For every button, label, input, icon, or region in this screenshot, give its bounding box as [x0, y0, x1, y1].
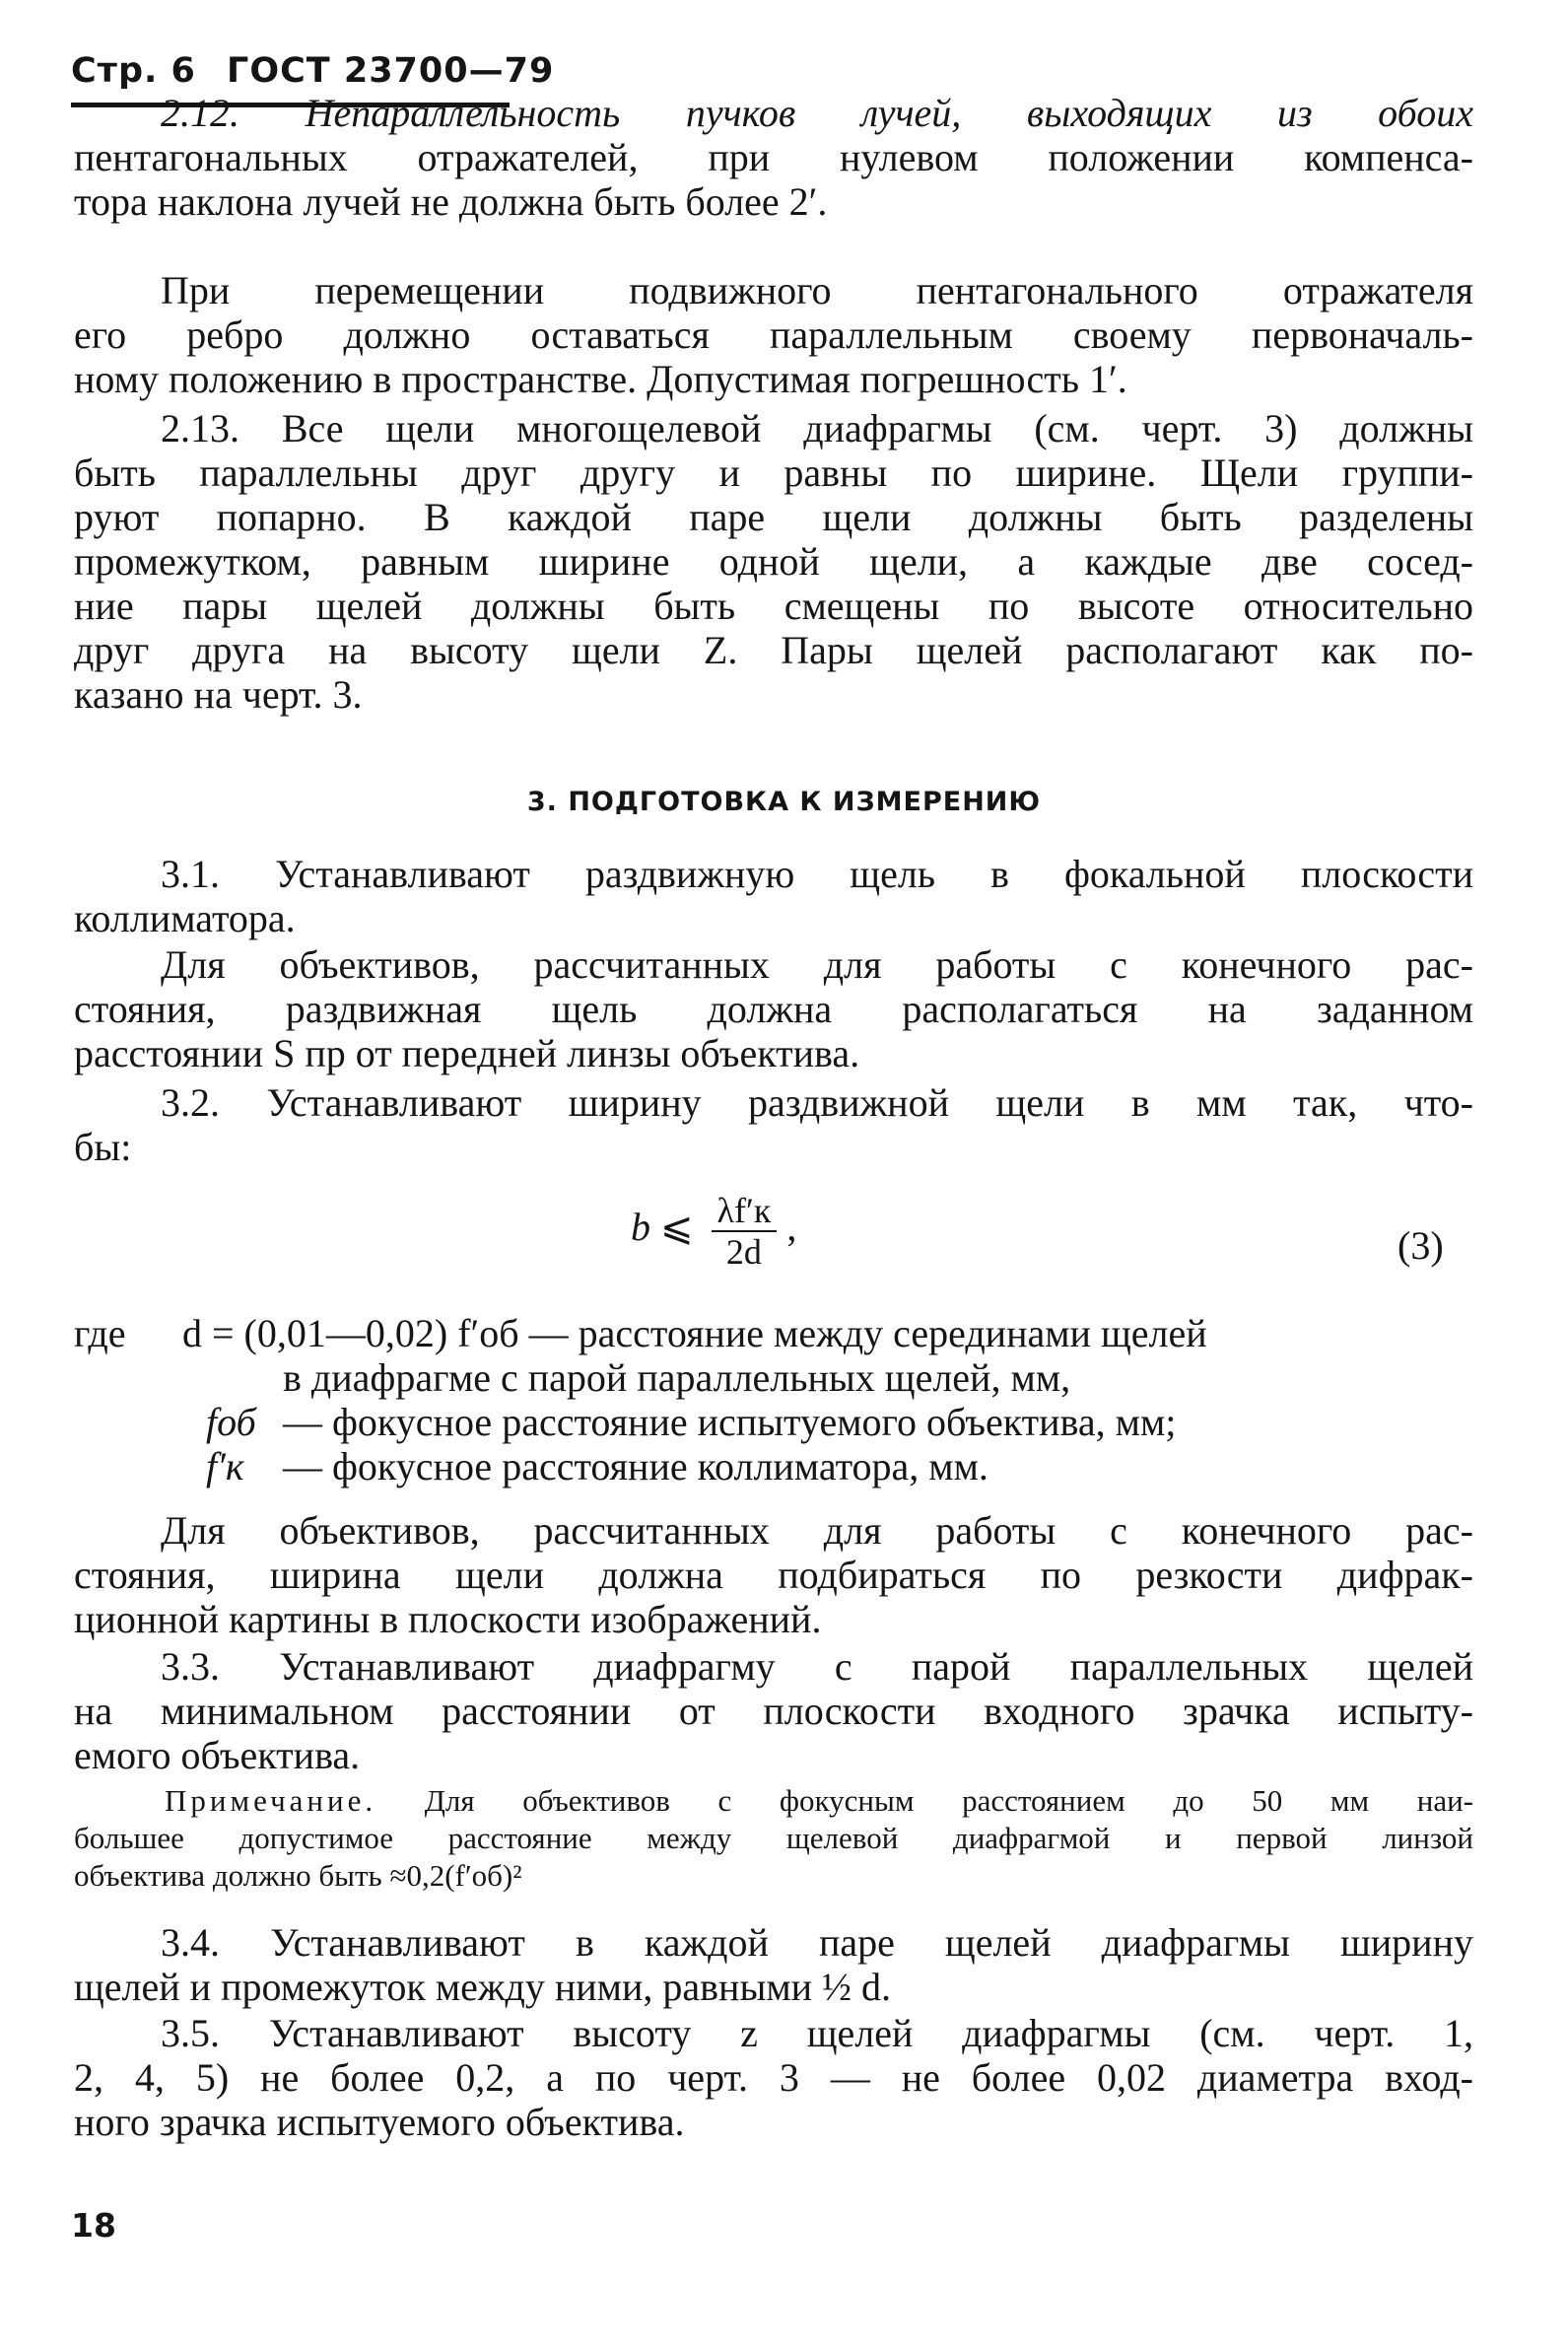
formula-3: [631, 1191, 796, 1272]
paragraph-3-5: [74, 2011, 1473, 2144]
text-line: Для объективов, рассчитанных для работы с конечного рас-: [161, 942, 1473, 987]
paragraph-3-2: [74, 1080, 1473, 1169]
text-line: пентагональных отражателей, при нулевом положении компенса-: [74, 135, 1473, 179]
formula-numerator: λf′к: [712, 1191, 778, 1232]
note-line: Для объективов с фокусным расстоянием до 50 мм наи-: [424, 1783, 1473, 1818]
where-lead: где: [74, 1311, 126, 1355]
note-line: объектива должно быть ≈0,2(f′об)²: [74, 1858, 522, 1893]
text-line: ному положению в пространстве. Допустимая погрешность 1′.: [74, 357, 1127, 401]
formula-lhs: b: [631, 1205, 650, 1250]
equation-number: (3): [1398, 1223, 1444, 1268]
text-line: тора наклона лучей не должна быть более 2′.: [74, 179, 828, 224]
paragraph-3-4: [74, 1920, 1473, 2009]
header-standard: ГОСТ 23700—79: [227, 51, 555, 91]
formula-denominator: 2d: [725, 1232, 762, 1272]
where-fk-symbol: f′к: [206, 1444, 244, 1488]
where-block: [74, 1311, 1473, 1488]
paragraph-3-1: [74, 852, 1473, 940]
header-page-label: Стр. 6: [71, 51, 196, 91]
text-line: его ребро должно оставаться параллельным своему первоначаль-: [74, 312, 1473, 357]
paragraph-2-12: [74, 91, 1473, 224]
page-number: 18: [71, 2206, 116, 2245]
where-fob-symbol: fоб: [206, 1400, 256, 1444]
text-line: При перемещении подвижного пентагонального отражателя: [161, 268, 1473, 312]
text-line: стояния, раздвижная щель должна располагаться на заданном: [74, 987, 1473, 1031]
text-line: 3.2. Устанавливают ширину раздвижной щели в мм так, что-: [161, 1080, 1473, 1125]
section-title: 3. ПОДГОТОВКА К ИЗМЕРЕНИЮ: [526, 787, 1042, 817]
note-lead: Примечание.: [165, 1783, 377, 1818]
text-line: 2.13. Все щели многощелевой диафрагмы (см. черт. 3) должны: [161, 406, 1473, 450]
text-line: щелей и промежуток между ними, равными ½ d.: [74, 1965, 892, 2009]
paragraph-2-12-cont: [74, 268, 1473, 401]
text-line: казано на черт. 3.: [74, 672, 363, 717]
text-line: коллиматора.: [74, 896, 296, 940]
text-line: 2.12. Непараллельность пучков лучей, выходящих из обоих: [161, 91, 1473, 135]
text-line: друг друга на высоту щели Z. Пары щелей располагают как по-: [74, 628, 1473, 672]
note-line: большее допустимое расстояние между щелевой диафрагмой и первой линзой: [74, 1821, 1473, 1855]
text-line: 2, 4, 5) не более 0,2, а по черт. 3 — не более 0,02 диаметра вход-: [74, 2055, 1473, 2100]
text-line: 3.5. Устанавливают высоту z щелей диафрагмы (см. черт. 1,: [161, 2011, 1473, 2055]
text-line: промежутком, равным ширине одной щели, а каждые две сосед-: [74, 539, 1473, 584]
text-line: руют попарно. В каждой паре щели должны быть разделены: [74, 495, 1473, 539]
text-line: ние пары щелей должны быть смещены по высоте относительно: [74, 584, 1473, 628]
where-fob-definition: — фокусное расстояние испытуемого объектива, мм;: [283, 1400, 1177, 1444]
text-line: расстоянии S пр от передней линзы объектива.: [74, 1031, 860, 1075]
text-line: стояния, ширина щели должна подбираться по резкости дифрак-: [74, 1553, 1473, 1597]
formula-relation: ⩽: [660, 1205, 694, 1250]
where-fk-definition: — фокусное расстояние коллиматора, мм.: [283, 1444, 989, 1488]
text-line: бы:: [74, 1125, 132, 1169]
text-line: на минимальном расстоянии от плоскости входного зрачка испыту-: [74, 1689, 1473, 1733]
formula-tail: ,: [786, 1205, 797, 1250]
text-line: Для объективов, рассчитанных для работы с конечного рас-: [161, 1508, 1473, 1553]
text-line: емого объектива.: [74, 1733, 361, 1777]
text-line: ного зрачка испытуемого объектива.: [74, 2100, 685, 2144]
where-d-definition-cont: в диафрагме с парой параллельных щелей, мм,: [283, 1355, 1071, 1400]
text-line: 3.1. Устанавливают раздвижную щель в фокальной плоскости: [161, 852, 1473, 896]
text-line: ционной картины в плоскости изображений.: [74, 1597, 822, 1641]
where-d-definition: d = (0,01—0,02) f′об — расстояние между серединами щелей: [182, 1311, 1207, 1355]
text-line: 3.3. Устанавливают диафрагму с парой параллельных щелей: [161, 1644, 1473, 1689]
paragraph-3-1-cont: [74, 942, 1473, 1075]
text-line: 3.4. Устанавливают в каждой паре щелей диафрагмы ширину: [161, 1920, 1473, 1965]
formula-fraction: [712, 1191, 778, 1272]
paragraph-3-3: [74, 1644, 1473, 1777]
paragraph-2-13: [74, 406, 1473, 717]
note-block: [74, 1782, 1473, 1895]
paragraph-3-2-cont: [74, 1508, 1473, 1641]
text-line: быть параллельны друг другу и равны по ширине. Щели группи-: [74, 450, 1473, 495]
